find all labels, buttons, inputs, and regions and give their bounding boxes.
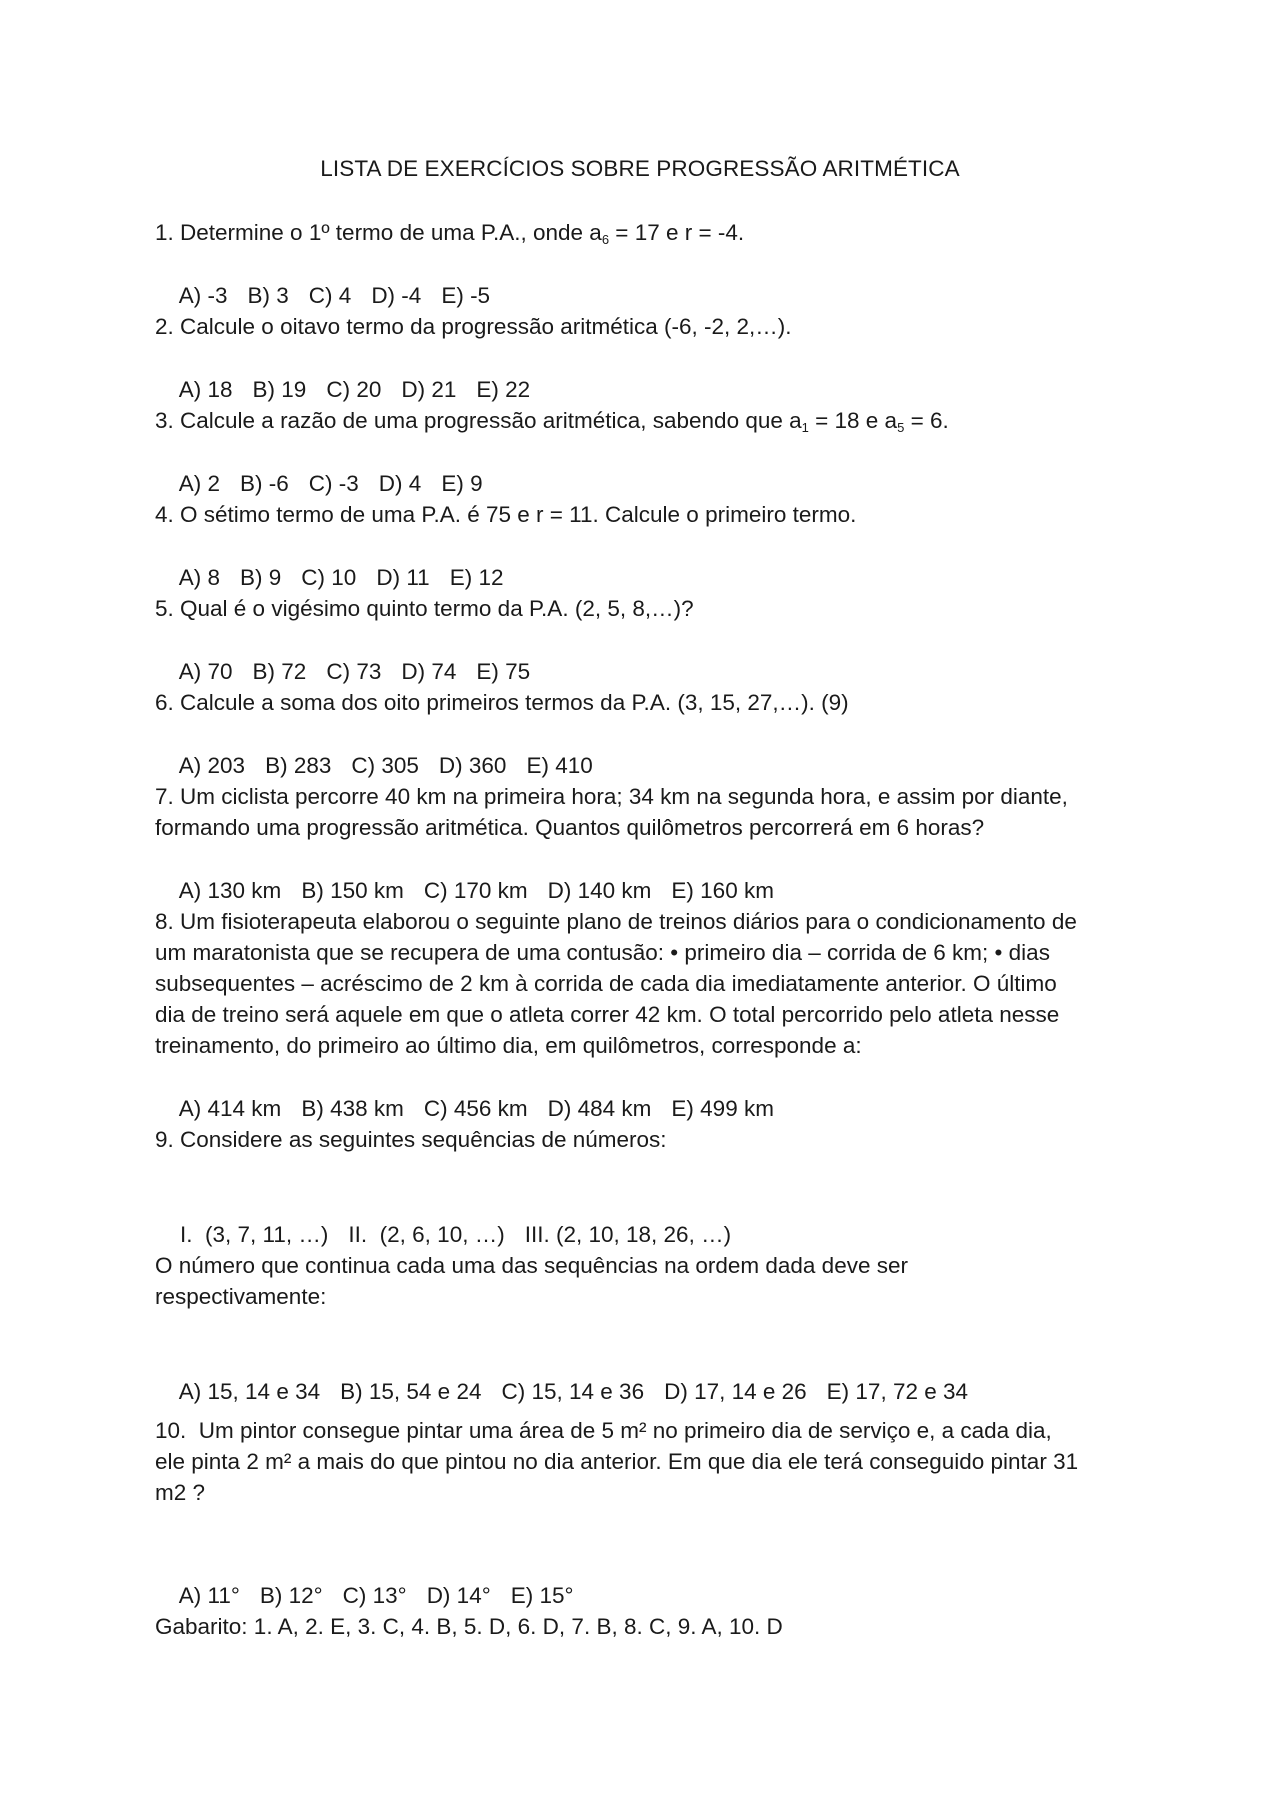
option-c: C) 305	[351, 752, 419, 778]
option-e: E) 160 km	[671, 877, 774, 903]
question-1	[155, 217, 744, 249]
question-8-line-4: dia de treino será aquele em que o atleta correr 42 km. O total percorrido pelo atleta nesse	[155, 1002, 1060, 1027]
question-1-text: 1. Determine o 1º termo de uma P.A., onde a	[155, 220, 602, 245]
option-b: B) -6	[240, 470, 289, 496]
option-d: D) 360	[438, 752, 507, 778]
option-d: D) 14°	[426, 1582, 491, 1608]
option-c: C) 4	[308, 282, 352, 308]
subscript: 1	[801, 420, 809, 435]
option-e: E) 499 km	[671, 1095, 774, 1121]
question-3-text-end: = 6.	[904, 408, 949, 433]
question-10-line-3: m2 ?	[155, 1480, 206, 1505]
option-b: B) 15, 54 e 24	[340, 1378, 482, 1404]
question-4: 4. O sétimo termo de uma P.A. é 75 e r = 11. Calcule o primeiro termo.	[155, 502, 857, 527]
option-e: E) 75	[476, 658, 531, 684]
question-8-line-2: um maratonista que se recupera de uma contusão: • primeiro dia – corrida de 6 km; • dias	[155, 940, 1050, 965]
option-d: D) 484 km	[547, 1095, 652, 1121]
option-a: A) 130 km	[178, 877, 282, 903]
option-e: E) 22	[476, 376, 531, 402]
option-a: A) 15, 14 e 34	[178, 1378, 321, 1404]
option-a: A) 18	[178, 376, 233, 402]
question-5: 5. Qual é o vigésimo quinto termo da P.A. (2, 5, 8,…)?	[155, 596, 694, 621]
option-b: B) 3	[247, 282, 289, 308]
option-e: E) 15°	[510, 1582, 574, 1608]
option-a: A) 203	[178, 752, 246, 778]
sequence-i: I. (3, 7, 11, …)	[180, 1221, 329, 1247]
option-d: D) 74	[401, 658, 457, 684]
option-c: C) -3	[308, 470, 359, 496]
option-b: B) 150 km	[301, 877, 404, 903]
question-1-text-end: = 17 e r = -4.	[609, 220, 745, 245]
question-3-text: 3. Calcule a razão de uma progressão aritmética, sabendo que a	[155, 408, 802, 433]
option-b: B) 19	[252, 376, 307, 402]
question-8-line-3: subsequentes – acréscimo de 2 km à corrida de cada dia imediatamente anterior. O último	[155, 971, 1057, 996]
option-c: C) 13°	[342, 1582, 407, 1608]
option-a: A) 70	[178, 658, 233, 684]
question-2: 2. Calcule o oitavo termo da progressão aritmética (-6, -2, 2,…).	[155, 314, 792, 339]
sequence-iii: III. (2, 10, 18, 26, …)	[524, 1221, 732, 1247]
option-c: C) 170 km	[423, 877, 528, 903]
option-d: D) 21	[401, 376, 457, 402]
option-a: A) 11°	[178, 1582, 240, 1608]
question-10-line-1: 10. Um pintor consegue pintar uma área de 5 m² no primeiro dia de serviço e, a cada dia,	[155, 1418, 1052, 1443]
option-e: E) 12	[449, 564, 504, 590]
option-b: B) 283	[265, 752, 332, 778]
option-c: C) 456 km	[423, 1095, 528, 1121]
answer-key: Gabarito: 1. A, 2. E, 3. C, 4. B, 5. D, 6. D, 7. B, 8. C, 9. A, 10. D	[155, 1614, 783, 1639]
page-title: LISTA DE EXERCÍCIOS SOBRE PROGRESSÃO ARITMÉTICA	[320, 156, 960, 181]
option-c: C) 10	[301, 564, 357, 590]
question-3-text-mid: = 18 e a	[808, 408, 898, 433]
option-e: E) 410	[526, 752, 593, 778]
option-e: E) 9	[441, 470, 483, 496]
option-d: D) 17, 14 e 26	[664, 1378, 807, 1404]
option-c: C) 15, 14 e 36	[501, 1378, 645, 1404]
subscript: 6	[601, 232, 610, 247]
question-7-line-2: formando uma progressão aritmética. Quantos quilômetros percorrerá em 6 horas?	[155, 815, 985, 840]
option-e: E) -5	[441, 282, 491, 308]
option-a: A) 414 km	[178, 1095, 282, 1121]
question-8-line-1: 8. Um fisioterapeuta elaborou o seguinte plano de treinos diários para o condicionamento de	[155, 909, 1077, 934]
option-c: C) 20	[326, 376, 382, 402]
sequence-ii: II. (2, 6, 10, …)	[348, 1221, 505, 1247]
question-3	[155, 405, 949, 437]
option-d: D) 11	[376, 564, 430, 590]
option-e: E) 17, 72 e 34	[826, 1378, 969, 1404]
option-c: C) 73	[326, 658, 382, 684]
question-6: 6. Calcule a soma dos oito primeiros termos da P.A. (3, 15, 27,…). (9)	[155, 690, 849, 715]
question-8-line-5: treinamento, do primeiro ao último dia, em quilômetros, corresponde a:	[155, 1033, 862, 1058]
option-d: D) 4	[378, 470, 422, 496]
option-a: A) 8	[178, 564, 221, 590]
option-b: B) 9	[240, 564, 282, 590]
option-b: B) 12°	[259, 1582, 323, 1608]
question-9: 9. Considere as seguintes sequências de números:	[155, 1127, 667, 1152]
option-b: B) 438 km	[301, 1095, 404, 1121]
question-10-line-2: ele pinta 2 m² a mais do que pintou no dia anterior. Em que dia ele terá conseguido pintar 31	[155, 1449, 1079, 1474]
question-9-line-2: respectivamente:	[155, 1284, 327, 1309]
option-d: D) 140 km	[547, 877, 652, 903]
option-a: A) 2	[178, 470, 221, 496]
option-b: B) 72	[252, 658, 307, 684]
option-a: A) -3	[178, 282, 228, 308]
option-d: D) -4	[371, 282, 422, 308]
question-9-line-1: O número que continua cada uma das sequências na ordem dada deve ser	[155, 1253, 908, 1278]
question-7-line-1: 7. Um ciclista percorre 40 km na primeira hora; 34 km na segunda hora, e assim por diante,	[155, 784, 1068, 809]
subscript: 5	[897, 420, 905, 435]
